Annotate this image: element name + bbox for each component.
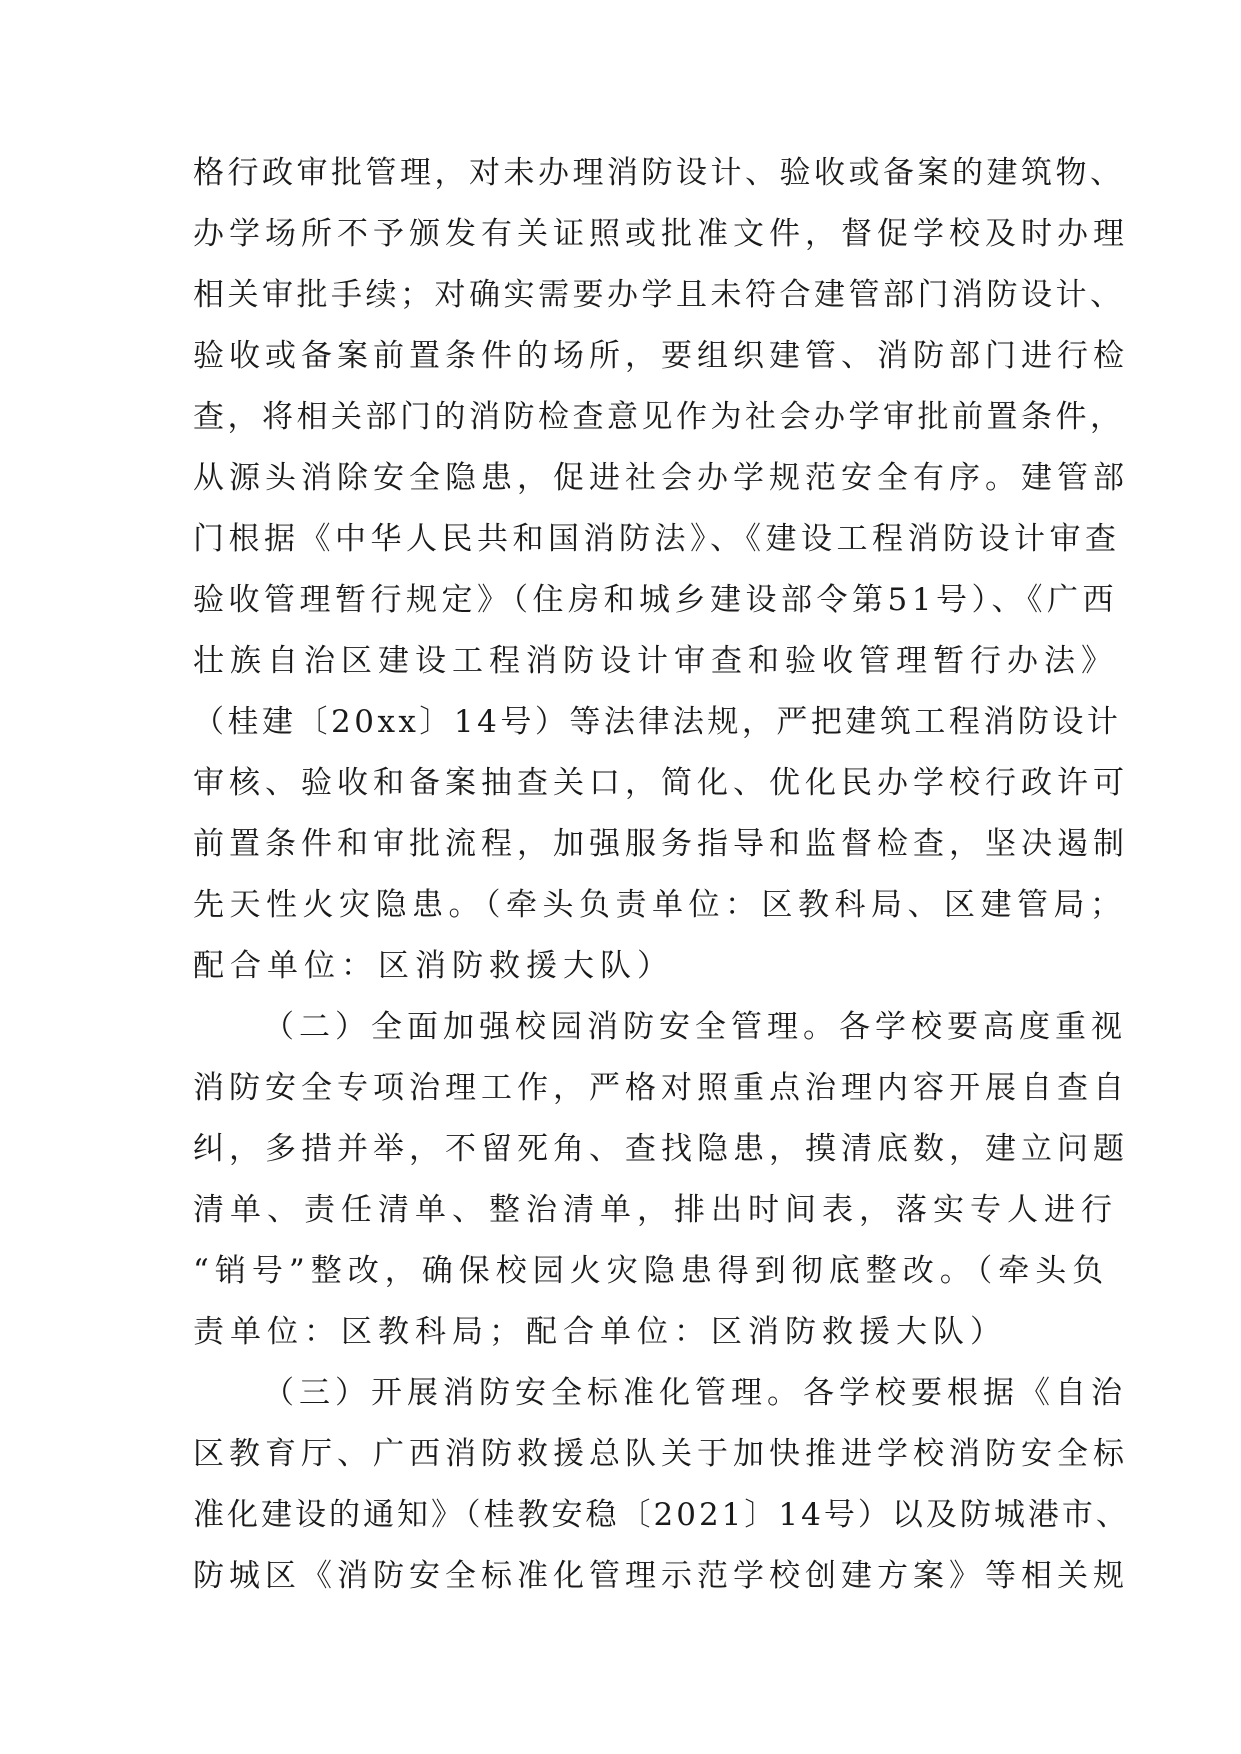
text-line: 消防安全专项治理工作，严格对照重点治理内容开展自查自 xyxy=(193,1070,1129,1106)
text-line: 查，将相关部门的消防检查意见作为社会办学审批前置条件， xyxy=(193,399,1125,435)
text-line: 从源头消除安全隐患，促进社会办学规范安全有序。建管部 xyxy=(193,460,1129,496)
text-line: 验收管理暂行规定》（住房和城乡建设部令第51号）、《广西 xyxy=(193,582,1118,618)
paragraph-heading-line: （二）全面加强校园消防安全管理。各学校要高度重视 xyxy=(263,1009,1127,1045)
text-line: 格行政审批管理，对未办理消防设计、验收或备案的建筑物、 xyxy=(193,155,1125,191)
text-line: 防城区《消防安全标准化管理示范学校创建方案》等相关规 xyxy=(193,1558,1129,1594)
paragraph-heading-line: （三）开展消防安全标准化管理。各学校要根据《自治 xyxy=(263,1375,1127,1411)
text-line: 壮族自治区建设工程消防设计审查和验收管理暂行办法》 xyxy=(193,643,1118,679)
text-line: 门根据《中华人民共和国消防法》、《建设工程消防设计审查 xyxy=(193,521,1121,557)
text-line: 准化建设的通知》（桂教安稳〔2021〕14号）以及防城港市、 xyxy=(193,1497,1130,1533)
text-line: （桂建〔20xx〕14号）等法律法规，严把建筑工程消防设计 xyxy=(193,704,1122,740)
text-line: 清单、责任清单、整治清单，排出时间表，落实专人进行 xyxy=(193,1192,1118,1228)
text-line: 纠，多措并举，不留死角、查找隐患，摸清底数，建立问题 xyxy=(193,1131,1129,1167)
text-line: “销号”整改，确保校园火灾隐患得到彻底整改。（牵头负 xyxy=(193,1253,1110,1289)
text-line: 相关审批手续；对确实需要办学且未符合建管部门消防设计、 xyxy=(193,277,1125,313)
text-line: 配合单位：区消防救援大队） xyxy=(193,948,674,984)
text-line: 区教育厅、广西消防救援总队关于加快推进学校消防安全标 xyxy=(193,1436,1129,1472)
text-line: 前置条件和审批流程，加强服务指导和监督检查，坚决遏制 xyxy=(193,826,1129,862)
text-line: 办学场所不予颁发有关证照或批准文件，督促学校及时办理 xyxy=(193,216,1129,252)
text-line: 先天性火灾隐患。（牵头负责单位：区教科局、区建管局； xyxy=(193,887,1127,923)
text-line: 验收或备案前置条件的场所，要组织建管、消防部门进行检 xyxy=(193,338,1129,374)
text-line: 审核、验收和备案抽查关口，简化、优化民办学校行政许可 xyxy=(193,765,1129,801)
text-line: 责单位：区教科局；配合单位：区消防救援大队） xyxy=(193,1314,1007,1350)
